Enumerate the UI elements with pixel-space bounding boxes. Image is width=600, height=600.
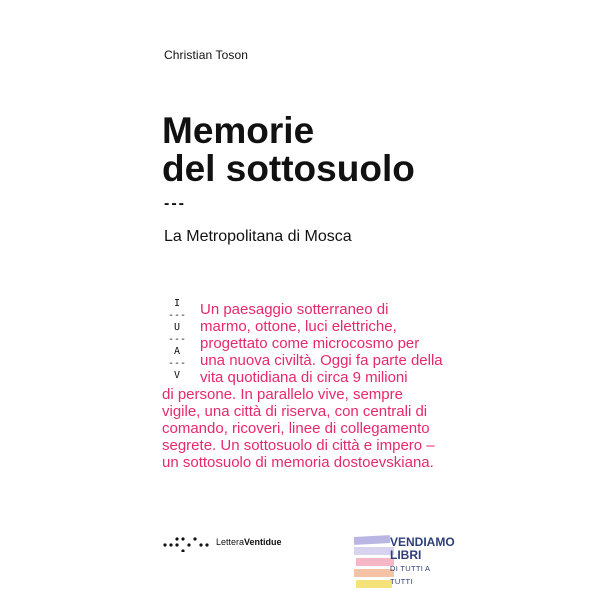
iuav-letter: A	[173, 346, 181, 357]
back-blurb	[162, 301, 482, 471]
publisher-name: LetteraVentidue	[216, 537, 282, 547]
iuav-dash: ---	[167, 334, 187, 345]
title-separator: ---	[164, 195, 186, 212]
blurb-line: marmo, ottone, luci elettriche,	[200, 318, 397, 335]
title-line-1: Memorie	[162, 110, 315, 151]
iuav-letter: I	[173, 298, 181, 309]
iuav-dash: ---	[167, 358, 187, 369]
blurb-line: comando, ricoveri, linee di collegamento	[162, 420, 430, 437]
book-title	[162, 112, 415, 188]
publisher-logo	[162, 532, 282, 552]
badge-line-2: LIBRI	[390, 548, 422, 562]
blurb-line: progettato come microcosmo per	[200, 335, 420, 352]
publisher-dots-icon	[162, 532, 210, 552]
blurb-line: vigile, una città di riserva, con centrali di	[162, 403, 428, 420]
badge-line-3: DI TUTTI A TUTTI	[390, 564, 430, 586]
blurb-line: di persone. In parallelo vive, sempre	[162, 386, 403, 403]
iuav-letter: U	[173, 322, 181, 333]
book-subtitle: La Metropolitana di Mosca	[164, 228, 352, 245]
badge-line-1: VENDIAMO	[390, 535, 455, 549]
blurb-line: segrete. Un sottosuolo di città e impero –	[162, 437, 435, 454]
vendiamo-libri-badge	[354, 532, 455, 594]
blurb-line: un sottosuolo di memoria dostoevskiana.	[162, 454, 434, 471]
iuav-letter: V	[173, 370, 181, 381]
blurb-line: una nuova civiltà. Oggi fa parte della	[200, 352, 443, 369]
blurb-line: Un paesaggio sotterraneo di	[200, 301, 389, 318]
author-name: Christian Toson	[164, 48, 248, 62]
iuav-dash: ---	[167, 310, 187, 321]
blurb-line: vita quotidiana di circa 9 milioni	[200, 369, 408, 386]
badge-text	[390, 536, 455, 588]
title-line-2: del sottosuolo	[162, 148, 415, 189]
